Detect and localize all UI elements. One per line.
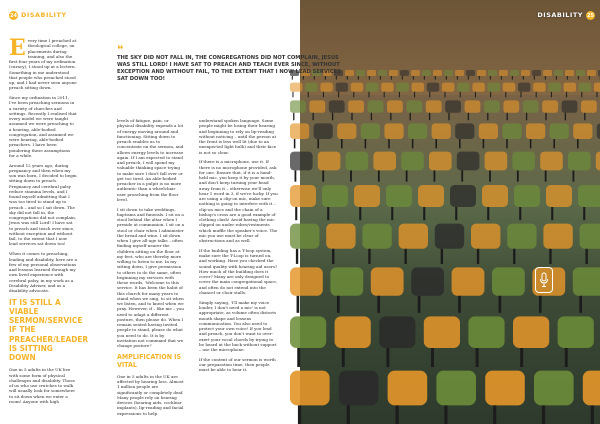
paragraph: One in 5 adults in the UK are affected by hearing loss. Almost 1 million people are significantly or completely deaf. Many people rely on hearing devices (hearing aids, cochlear implants), lip-reading and facial expressions to help: [117, 373, 184, 416]
paragraph: If the building has a T-loop system, make sure the T-Loop is turned on, and working. Have you checked the sound quality with hearing aid users? How much of the building does it cover? Many are only designed to cover the main congregational space, and often do not extend into the chancel or choir stalls.: [199, 247, 278, 295]
auditorium-photo: [300, 0, 600, 424]
article-column-1: [9, 35, 89, 418]
page-number-left: 24: [10, 12, 17, 19]
drop-cap: E: [9, 35, 26, 61]
subheading-amplification: AMPLIFICATION IS VITAL: [117, 352, 182, 369]
paragraph: When it comes to preaching, leading and disability, here are a few of my personal observations and lessons learned through my own lived experience with cerebral palsy, in my work as a Disability Adviser, and as a disability advocate.: [9, 251, 77, 294]
opening-paragraph: [9, 35, 77, 91]
chairs-illustration: [300, 0, 600, 424]
paragraph: understand spoken language. Some people might be losing their hearing and beginning to rely on lip-reading without noticing – until the person at the front is less well lit (due to an unexpected light bulb) and their face is not so clear.: [199, 118, 277, 155]
paragraph: Since my ordination in 2011, I've been preaching sermons in a variety of churches and settings. Recently I realised that every model we were taught assumed we were preaching to a hearing, able-bodied congregation, and assumed we were hearing, able-bodied preachers. I have been pondering these assumptions for a while.: [9, 95, 77, 158]
page-number-right: 25: [587, 12, 594, 19]
section-title-left: DISABILITY: [21, 11, 67, 19]
paragraph: Simply saying, 'I'll make my voice louder, I don't need a mic' is not appropriate, as volume often distorts mouth shape and lessens communication. You also need to protect your own voice! If you lead and preach, you don't want to over-exert your vocal chords by trying to be heard at the back without support – use the microphone.: [199, 299, 277, 353]
article-column-3: [199, 118, 279, 418]
paragraph: Around 12 years ago, during pregnancy and then when my son was born, I decided to begin sitting down to preach. Pregnancy and cerebral palsy reduce stamina levels, and I found myself admitting that I was too tired to stand up to preach – and so I sat down. The sky did not fall in, the congregations did not complain, Jesus was still Lord! I have sat to preach and teach ever since, without exception and without fail, to the extent that I now lead services sat down too!: [9, 162, 77, 247]
section-title-right: DISABILITY: [537, 11, 583, 19]
paragraph: If there is a microphone, use it. If there is no microphone provided, ask for one. Ensure that, if it is a hand-held mic, you keep it by your mouth, and don't keep turning your head away from it – otherwise we'll only hear 1 word in 3, if we're lucky. If you are using a clip-on mic, make sure nothing is going to interfere with it – clip-on mics and the chain of a bishop's cross are a good example of clothing clash! Avoid having the mic clipped on under robes/vestments which muffle the speaker's voice. The mic you use must be clear of obstructions and as well.: [199, 159, 278, 244]
subheading-sitting-down: IT IS STILL A VIABLE SERMON/SERVICE IF THE PREACHER/LEADER IS SITTING DOWN: [9, 296, 89, 363]
paragraph: One in 5 adults in the UK live with some form of physical challenges and disability. Those of us who use crutches to walk will usually look for somewhere to sit down when we enter a room! Anyone with high: [9, 367, 75, 404]
microphone-icon: [539, 272, 549, 288]
article-column-2: [117, 118, 185, 418]
paragraph-text: very time I preached at theological college, on placements during training, and also the first four years of my ordination (curacy), I stood up at a lectern. Something in me understood that people who preached stood up, and I had never seen anyone preach sitting down.: [9, 38, 77, 91]
quote-open-mark: ❝: [117, 43, 123, 56]
paragraph: levels of fatigue, pain, or physical disability expends a lot of energy moving around and functioning. Sitting down to preach enables us to concentrate on the sermon, and allows energy levels to increase again. If I am expected to stand and preach, I will spend my valuable thinking space trying to make sure I don't fall over or get too tired. An able-bodied preacher in a pulpit is no more authentic than a wheelchair user preaching from the floor level.: [117, 118, 184, 202]
microphone-badge: [535, 267, 553, 293]
paragraph: If the content of our sermon is worth our preparation time, then people must be able to hear it.: [199, 356, 276, 373]
paragraph: I sit down to take weddings, baptisms and funerals. I sit on a stool behind the altar when I preside at communion. I sit on a stool or chair when I administer the bread and wine. I sit down when I give all-age talks – often finding myself nearer the children sitting on the floor at my feet, who are thereby more willing to listen to me. In my sitting down, I give permission to others to do the same, often beginning my services with these words, 'Welcome to this service. It has been the habit of this church for many years to stand when we sing, to sit when we listen, and to kneel when we pray. However, if – like me – you need to adapt a different posture, then please do. When I remain seated having invited people to stand, please do what you need to do. It is by invitation not command that we change posture!': [117, 206, 185, 349]
pull-quote: THE SKY DID NOT FALL IN, THE CONGREGATIONS DID NOT COMPLAIN, JESUS WAS STILL LORD! I HAVE SAT TO PREACH AND TEACH EVER SINCE, WITHOUT EXCEPTION AND WITHOUT FAIL, TO THE EXTENT THAT I NOW LEAD SERVICES SAT DOWN TOO!: [117, 55, 341, 82]
